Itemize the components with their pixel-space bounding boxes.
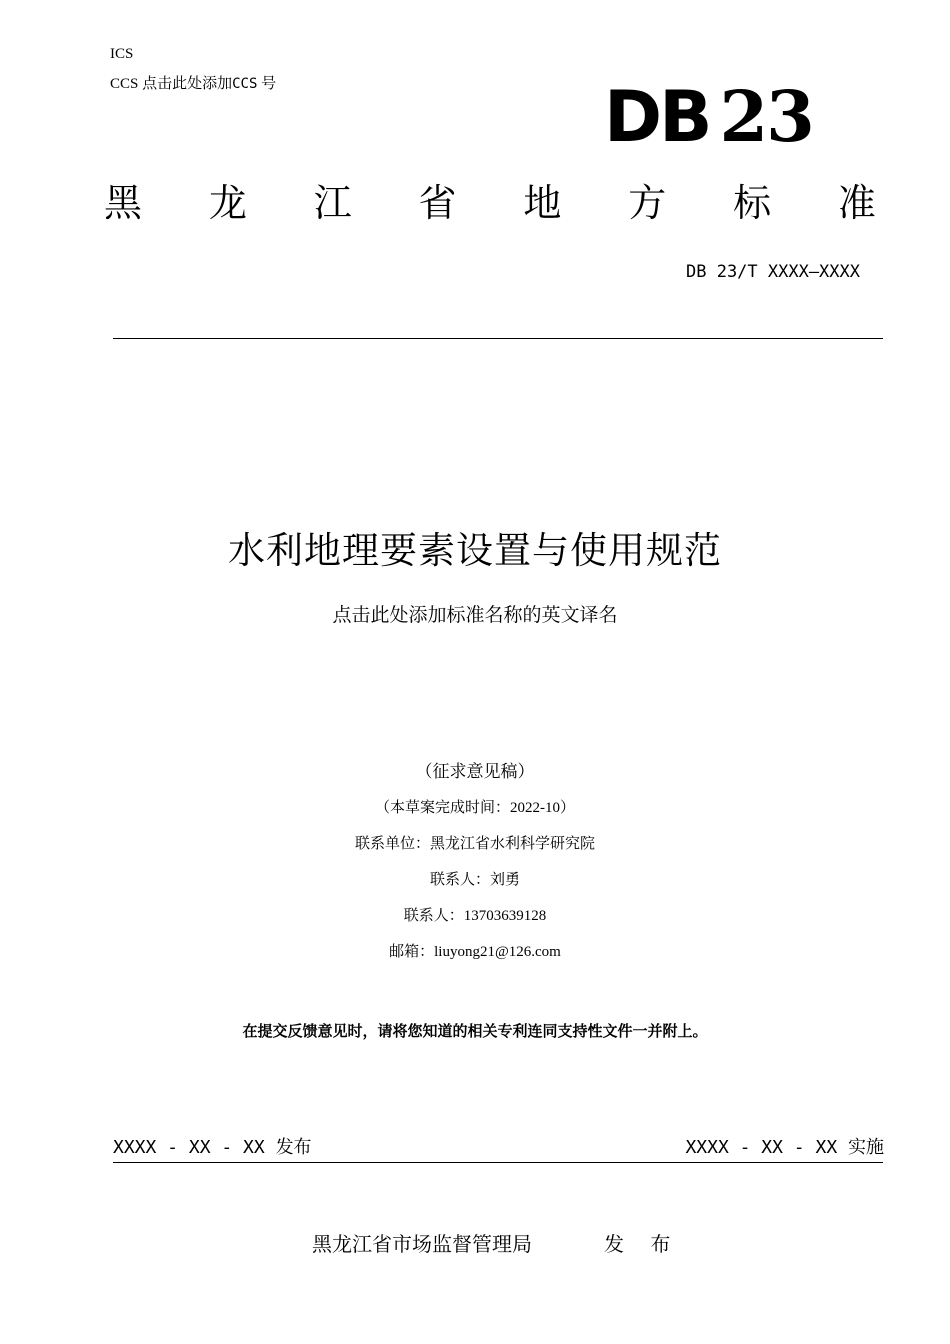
logo-number: 23 xyxy=(719,75,813,158)
standard-type-char: 地 xyxy=(523,181,562,225)
standard-type-title xyxy=(104,181,876,225)
standard-type-char: 准 xyxy=(837,181,876,225)
standard-code: DB 23/T XXXX—XXXX xyxy=(686,262,860,282)
publish-date-value[interactable]: XXXX - XX - XX xyxy=(113,1137,265,1158)
document-title[interactable]: 水利地理要素设置与使用规范 xyxy=(228,529,722,572)
implement-date-value[interactable]: XXXX - XX - XX xyxy=(685,1137,838,1158)
standard-type-char: 方 xyxy=(628,181,667,225)
patent-notice: 在提交反馈意见时，请将您知道的相关专利连同支持性文件一并附上。 xyxy=(242,1022,708,1040)
draft-status: （征求意见稿） xyxy=(415,762,535,782)
issuer-name: 黑龙江省市场监督管理局 xyxy=(312,1232,532,1256)
bottom-divider xyxy=(113,1162,883,1163)
ccs-line xyxy=(110,72,276,93)
ccs-text[interactable]: 点击此处添加 xyxy=(142,76,233,92)
issuer-action: 发 布 xyxy=(604,1232,681,1256)
standard-type-char: 省 xyxy=(418,181,457,225)
db23-logo xyxy=(604,75,813,158)
ccs-prefix: CCS xyxy=(110,76,139,92)
logo-letters: DB xyxy=(604,76,710,158)
ics-label: ICS xyxy=(110,46,134,62)
top-divider xyxy=(113,338,883,339)
standard-type-char: 江 xyxy=(313,181,352,225)
ccs-suffix: 号 xyxy=(261,76,277,92)
standard-type-char: 龙 xyxy=(208,181,247,225)
implement-date xyxy=(685,1133,884,1159)
publish-label: 发布 xyxy=(275,1137,312,1158)
contact-email: 邮箱：liuyong21@126.com xyxy=(389,944,561,960)
english-title-placeholder[interactable]: 点击此处添加标准名称的英文译名 xyxy=(332,604,618,626)
contact-unit: 联系单位：黑龙江省水利科学研究院 xyxy=(354,836,595,852)
publish-date xyxy=(113,1133,312,1159)
contact-person: 联系人：刘勇 xyxy=(429,872,520,888)
standard-type-char: 标 xyxy=(733,181,772,225)
contact-phone: 联系人：13703639128 xyxy=(403,908,547,924)
implement-label: 实施 xyxy=(848,1137,884,1158)
ccs-code[interactable]: CCS xyxy=(232,76,258,92)
completion-time: （本草案完成时间：2022-10） xyxy=(375,800,575,816)
standard-type-char: 黑 xyxy=(104,181,143,225)
